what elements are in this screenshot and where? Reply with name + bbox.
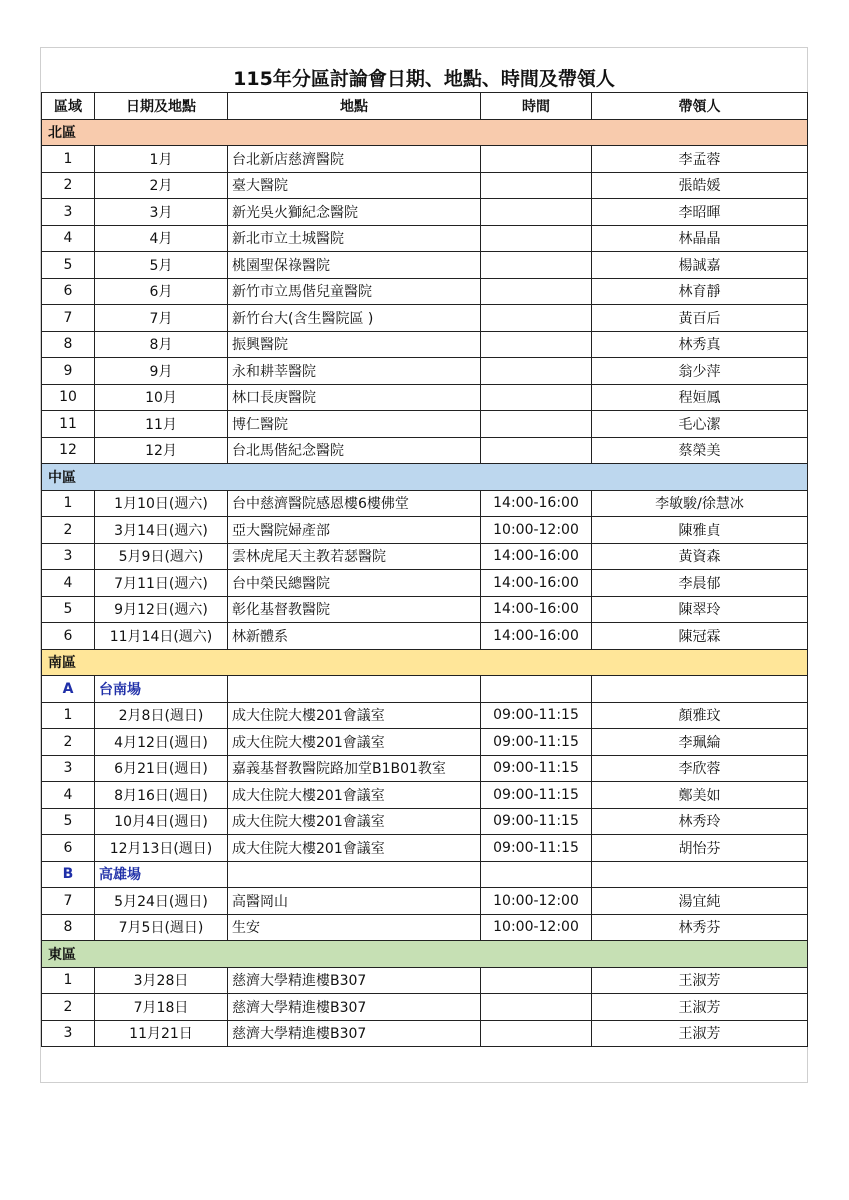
header-row <box>42 93 808 120</box>
row-number: 5 <box>42 596 95 623</box>
row-time: 10:00-12:00 <box>481 914 592 941</box>
row-date: 10月4日(週日) <box>95 808 228 835</box>
header-time: 時間 <box>481 93 592 120</box>
row-leader: 林秀玲 <box>592 808 808 835</box>
row-place: 臺大醫院 <box>228 172 481 199</box>
table-row <box>42 1020 808 1047</box>
row-place: 彰化基督教醫院 <box>228 596 481 623</box>
row-time <box>481 331 592 358</box>
table-row <box>42 782 808 809</box>
row-date: 6月21日(週日) <box>95 755 228 782</box>
region-label: 南區 <box>42 649 808 676</box>
row-number: 4 <box>42 225 95 252</box>
row-time: 09:00-11:15 <box>481 835 592 862</box>
row-number: 1 <box>42 146 95 173</box>
row-leader: 黃資森 <box>592 543 808 570</box>
row-date: 7月11日(週六) <box>95 570 228 597</box>
row-leader: 林秀真 <box>592 331 808 358</box>
row-time: 14:00-16:00 <box>481 623 592 650</box>
table-row <box>42 490 808 517</box>
row-date: 4月12日(週日) <box>95 729 228 756</box>
row-place: 台北新店慈濟醫院 <box>228 146 481 173</box>
row-leader: 李昭暉 <box>592 199 808 226</box>
row-number: 12 <box>42 437 95 464</box>
table-row <box>42 888 808 915</box>
row-time: 14:00-16:00 <box>481 490 592 517</box>
table-row <box>42 994 808 1021</box>
row-time <box>481 199 592 226</box>
row-number: 8 <box>42 331 95 358</box>
row-number: 5 <box>42 808 95 835</box>
row-number: 2 <box>42 517 95 544</box>
schedule-table <box>41 92 808 1047</box>
row-time <box>481 146 592 173</box>
header-region: 區域 <box>42 93 95 120</box>
table-row <box>42 808 808 835</box>
row-time <box>481 225 592 252</box>
row-number: 3 <box>42 543 95 570</box>
row-leader: 楊誠嘉 <box>592 252 808 279</box>
header-leader: 帶領人 <box>592 93 808 120</box>
row-date: 5月 <box>95 252 228 279</box>
table-row <box>42 755 808 782</box>
row-place: 慈濟大學精進樓B307 <box>228 967 481 994</box>
row-time <box>481 1020 592 1047</box>
row-place: 慈濟大學精進樓B307 <box>228 994 481 1021</box>
row-number: 7 <box>42 888 95 915</box>
row-date: 12月13日(週日) <box>95 835 228 862</box>
row-leader: 王淑芳 <box>592 1020 808 1047</box>
row-time <box>481 278 592 305</box>
row-date: 1月10日(週六) <box>95 490 228 517</box>
row-date: 11月 <box>95 411 228 438</box>
table-row <box>42 384 808 411</box>
header-place: 地點 <box>228 93 481 120</box>
subsection-label: B <box>42 861 95 888</box>
row-date: 9月 <box>95 358 228 385</box>
table-row <box>42 517 808 544</box>
region-header-east <box>42 941 808 968</box>
row-place: 生安 <box>228 914 481 941</box>
row-leader: 陳翠玲 <box>592 596 808 623</box>
row-time: 09:00-11:15 <box>481 702 592 729</box>
row-number: 9 <box>42 358 95 385</box>
table-row <box>42 305 808 332</box>
row-number: 3 <box>42 1020 95 1047</box>
row-time: 09:00-11:15 <box>481 808 592 835</box>
row-leader: 翁少萍 <box>592 358 808 385</box>
row-date: 1月 <box>95 146 228 173</box>
row-time <box>481 384 592 411</box>
row-time: 09:00-11:15 <box>481 729 592 756</box>
row-date: 7月 <box>95 305 228 332</box>
row-leader: 程姮鳳 <box>592 384 808 411</box>
row-place: 振興醫院 <box>228 331 481 358</box>
row-place: 永和耕莘醫院 <box>228 358 481 385</box>
row-leader: 鄭美如 <box>592 782 808 809</box>
region-label: 北區 <box>42 119 808 146</box>
empty-cell <box>592 861 808 888</box>
row-place: 高醫岡山 <box>228 888 481 915</box>
table-row <box>42 914 808 941</box>
row-number: 2 <box>42 994 95 1021</box>
row-leader: 顏雅玟 <box>592 702 808 729</box>
row-place: 慈濟大學精進樓B307 <box>228 1020 481 1047</box>
row-place: 亞大醫院婦產部 <box>228 517 481 544</box>
region-label: 中區 <box>42 464 808 491</box>
row-leader: 李孟蓉 <box>592 146 808 173</box>
row-date: 3月 <box>95 199 228 226</box>
row-time: 14:00-16:00 <box>481 543 592 570</box>
empty-cell <box>481 676 592 703</box>
row-leader: 王淑芳 <box>592 967 808 994</box>
row-number: 4 <box>42 782 95 809</box>
empty-cell <box>228 861 481 888</box>
row-leader: 毛心潔 <box>592 411 808 438</box>
row-place: 桃園聖保祿醫院 <box>228 252 481 279</box>
subsection-row <box>42 676 808 703</box>
row-number: 2 <box>42 729 95 756</box>
row-time: 14:00-16:00 <box>481 596 592 623</box>
table-row <box>42 252 808 279</box>
row-number: 6 <box>42 278 95 305</box>
row-time: 09:00-11:15 <box>481 755 592 782</box>
row-time <box>481 411 592 438</box>
row-place: 林口長庚醫院 <box>228 384 481 411</box>
row-number: 10 <box>42 384 95 411</box>
row-date: 7月5日(週日) <box>95 914 228 941</box>
row-date: 9月12日(週六) <box>95 596 228 623</box>
table-row <box>42 146 808 173</box>
row-place: 新北市立土城醫院 <box>228 225 481 252</box>
row-number: 3 <box>42 755 95 782</box>
schedule-sheet <box>40 47 808 1083</box>
row-leader: 林秀芬 <box>592 914 808 941</box>
table-row <box>42 278 808 305</box>
row-number: 8 <box>42 914 95 941</box>
table-row <box>42 729 808 756</box>
table-row <box>42 543 808 570</box>
row-date: 5月24日(週日) <box>95 888 228 915</box>
row-place: 成大住院大樓201會議室 <box>228 702 481 729</box>
table-row <box>42 596 808 623</box>
row-date: 8月 <box>95 331 228 358</box>
row-place: 成大住院大樓201會議室 <box>228 782 481 809</box>
row-leader: 張皓媛 <box>592 172 808 199</box>
row-date: 2月 <box>95 172 228 199</box>
row-leader: 李珮綸 <box>592 729 808 756</box>
row-date: 10月 <box>95 384 228 411</box>
row-place: 台北馬偕紀念醫院 <box>228 437 481 464</box>
row-number: 1 <box>42 490 95 517</box>
row-time: 10:00-12:00 <box>481 888 592 915</box>
row-date: 3月28日 <box>95 967 228 994</box>
row-time: 14:00-16:00 <box>481 570 592 597</box>
subsection-row <box>42 861 808 888</box>
row-date: 6月 <box>95 278 228 305</box>
row-time <box>481 358 592 385</box>
region-label: 東區 <box>42 941 808 968</box>
region-header-north <box>42 119 808 146</box>
row-time: 09:00-11:15 <box>481 782 592 809</box>
row-number: 4 <box>42 570 95 597</box>
row-leader: 湯宜純 <box>592 888 808 915</box>
row-number: 1 <box>42 702 95 729</box>
row-time <box>481 437 592 464</box>
row-time: 10:00-12:00 <box>481 517 592 544</box>
subsection-name: 台南場 <box>95 676 228 703</box>
row-number: 1 <box>42 967 95 994</box>
row-time <box>481 252 592 279</box>
region-header-central <box>42 464 808 491</box>
row-number: 2 <box>42 172 95 199</box>
table-row <box>42 225 808 252</box>
row-place: 新竹市立馬偕兒童醫院 <box>228 278 481 305</box>
row-leader: 黃百后 <box>592 305 808 332</box>
row-place: 新光吳火獅紀念醫院 <box>228 199 481 226</box>
row-date: 8月16日(週日) <box>95 782 228 809</box>
row-date: 11月21日 <box>95 1020 228 1047</box>
row-date: 7月18日 <box>95 994 228 1021</box>
table-row <box>42 358 808 385</box>
row-time <box>481 994 592 1021</box>
table-row <box>42 331 808 358</box>
empty-cell <box>481 861 592 888</box>
table-row <box>42 702 808 729</box>
row-place: 成大住院大樓201會議室 <box>228 808 481 835</box>
region-header-south <box>42 649 808 676</box>
subsection-name: 高雄場 <box>95 861 228 888</box>
row-number: 5 <box>42 252 95 279</box>
empty-cell <box>592 676 808 703</box>
row-number: 3 <box>42 199 95 226</box>
subsection-label: A <box>42 676 95 703</box>
row-place: 成大住院大樓201會議室 <box>228 835 481 862</box>
row-leader: 陳雅貞 <box>592 517 808 544</box>
row-leader: 李敏駿/徐慧冰 <box>592 490 808 517</box>
page-title: 115年分區討論會日期、地點、時間及帶領人 <box>233 68 615 90</box>
row-number: 7 <box>42 305 95 332</box>
row-leader: 李晨郁 <box>592 570 808 597</box>
table-row <box>42 570 808 597</box>
empty-cell <box>228 676 481 703</box>
row-number: 6 <box>42 623 95 650</box>
row-leader: 王淑芳 <box>592 994 808 1021</box>
row-place: 雲林虎尾天主教若瑟醫院 <box>228 543 481 570</box>
table-row <box>42 199 808 226</box>
row-number: 11 <box>42 411 95 438</box>
row-date: 12月 <box>95 437 228 464</box>
row-place: 台中榮民總醫院 <box>228 570 481 597</box>
row-number: 6 <box>42 835 95 862</box>
row-place: 成大住院大樓201會議室 <box>228 729 481 756</box>
row-leader: 陳冠霖 <box>592 623 808 650</box>
row-leader: 林育靜 <box>592 278 808 305</box>
table-row <box>42 623 808 650</box>
row-leader: 李欣蓉 <box>592 755 808 782</box>
row-leader: 蔡榮美 <box>592 437 808 464</box>
table-row <box>42 835 808 862</box>
table-row <box>42 437 808 464</box>
row-date: 5月9日(週六) <box>95 543 228 570</box>
row-time <box>481 967 592 994</box>
row-date: 4月 <box>95 225 228 252</box>
row-place: 林新體系 <box>228 623 481 650</box>
row-date: 3月14日(週六) <box>95 517 228 544</box>
row-time <box>481 172 592 199</box>
row-date: 2月8日(週日) <box>95 702 228 729</box>
row-time <box>481 305 592 332</box>
row-place: 台中慈濟醫院感恩樓6樓佛堂 <box>228 490 481 517</box>
header-date: 日期及地點 <box>95 93 228 120</box>
table-row <box>42 967 808 994</box>
table-row <box>42 172 808 199</box>
row-leader: 胡怡芬 <box>592 835 808 862</box>
table-row <box>42 411 808 438</box>
row-date: 11月14日(週六) <box>95 623 228 650</box>
row-place: 嘉義基督教醫院路加堂B1B01教室 <box>228 755 481 782</box>
row-leader: 林晶晶 <box>592 225 808 252</box>
row-place: 博仁醫院 <box>228 411 481 438</box>
row-place: 新竹台大(含生醫院區 ) <box>228 305 481 332</box>
